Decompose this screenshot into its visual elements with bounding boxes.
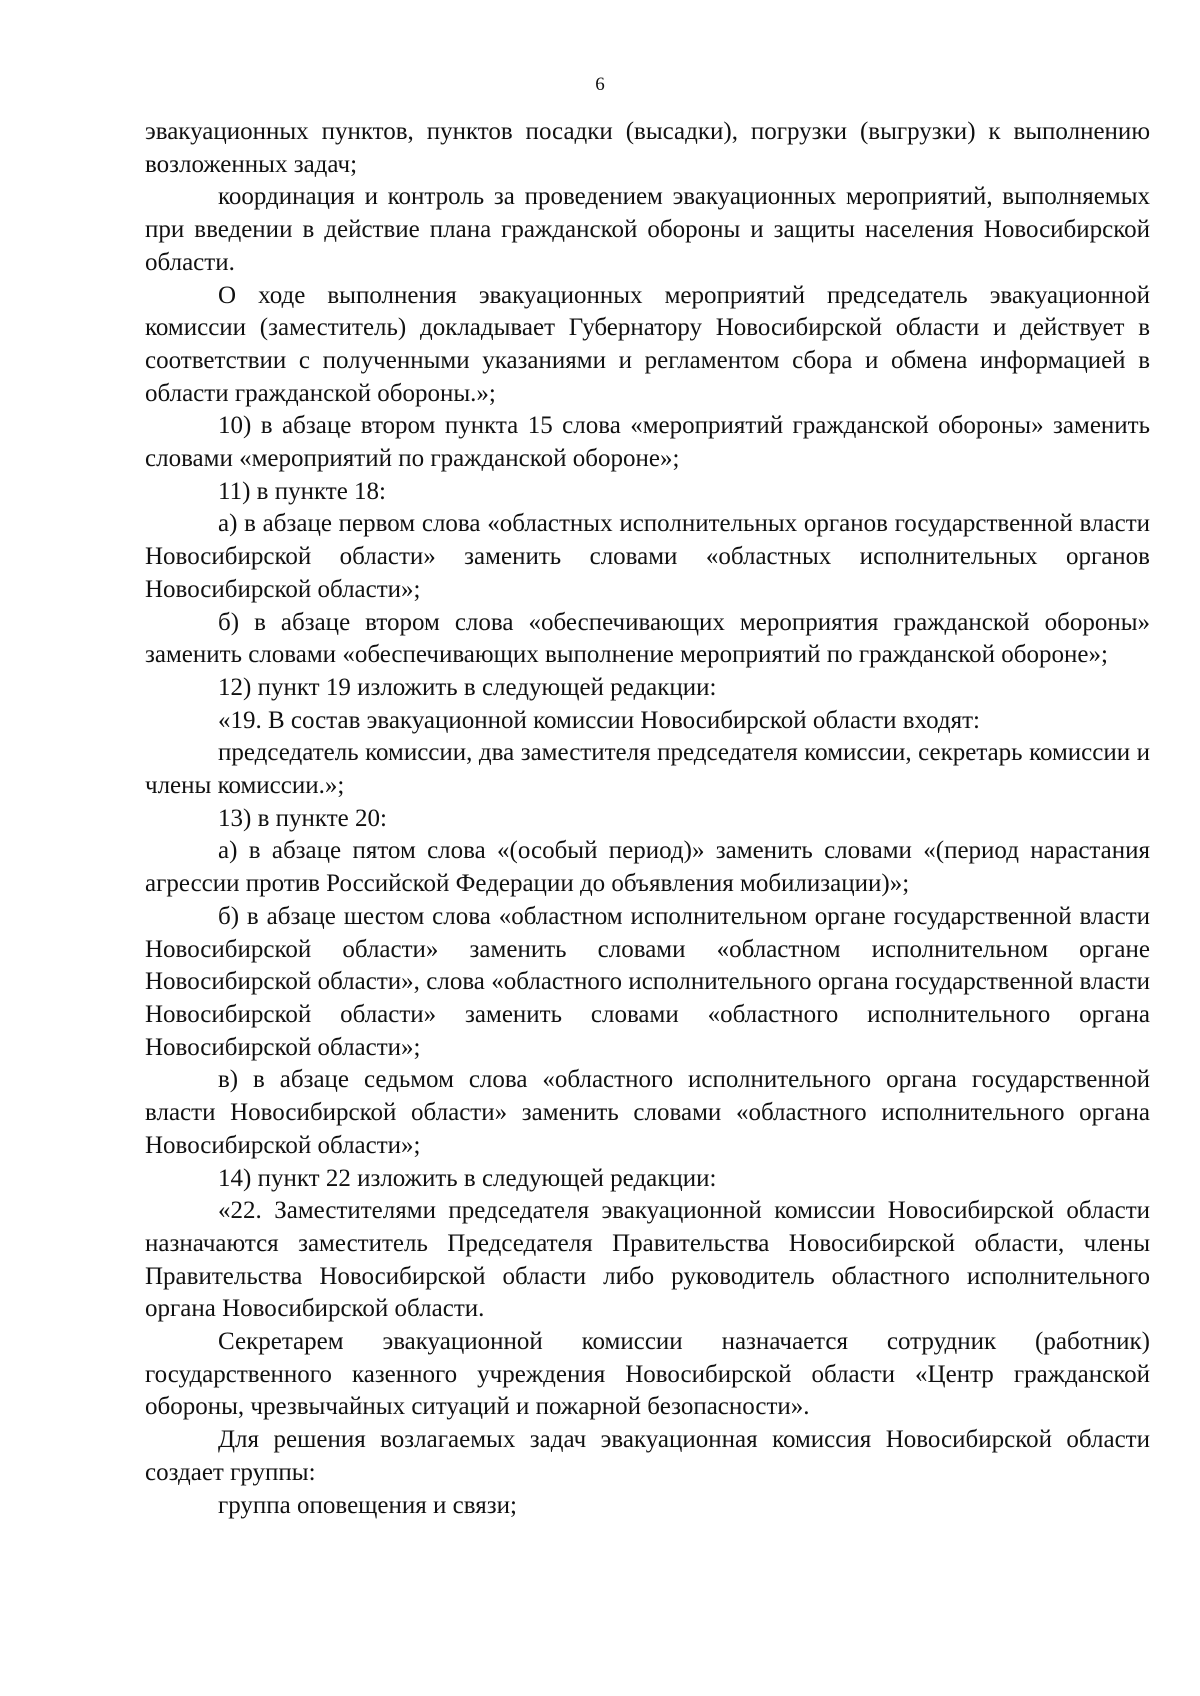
paragraph: 14) пункт 22 изложить в следующей редакции:	[218, 1164, 717, 1192]
paragraph: 13) в пункте 20:	[218, 804, 387, 832]
paragraph: 10) в абзаце втором пункта 15 слова «мероприятий гражданской обороны» заменить словами «мероприятий по гражданской обороне»;	[145, 412, 1150, 473]
paragraph: б) в абзаце втором слова «обеспечивающих мероприятия гражданской обороны» заменить словами «обеспечивающих выполнение мероприятий по гражданской обороне»;	[145, 608, 1150, 669]
paragraph: 12) пункт 19 изложить в следующей редакции:	[218, 673, 717, 701]
paragraph: «19. В состав эвакуационной комиссии Новосибирской области входят:	[218, 706, 980, 734]
paragraph: 11) в пункте 18:	[218, 477, 386, 505]
paragraph-continuation: эвакуационных пунктов, пунктов посадки (высадки), погрузки (выгрузки) к выполнению возложенных задач;	[145, 118, 1150, 178]
paragraph: группа оповещения и связи;	[218, 1491, 517, 1519]
paragraph: О ходе выполнения эвакуационных мероприятий председатель эвакуационной комиссии (заместитель) докладывает Губернатору Новосибирской области и действует в соответствии с полученными указаниями и регламентом сбора и обмена информацией в области гражданской обороны.»;	[145, 281, 1150, 407]
paragraph: Секретарем эвакуационной комиссии назначается сотрудник (работник) государственного казенного учреждения Новосибирской области «Центр гражданской обороны, чрезвычайных ситуаций и пожарной безопасности».	[145, 1328, 1150, 1421]
document-body	[145, 116, 1150, 1522]
paragraph: Для решения возлагаемых задач эвакуационная комиссия Новосибирской области создает группы:	[145, 1426, 1150, 1486]
paragraph: председатель комиссии, два заместителя председателя комиссии, секретарь комиссии и члены комиссии.»;	[145, 739, 1150, 800]
paragraph: координация и контроль за проведением эвакуационных мероприятий, выполняемых при введении в действие плана гражданской обороны и защиты населения Новосибирской области.	[145, 183, 1150, 276]
paragraph: в) в абзаце седьмом слова «областного исполнительного органа государственной власти Новосибирской области» заменить словами «областного исполнительного органа Новосибирской области»;	[145, 1066, 1150, 1159]
paragraph: «22. Заместителями председателя эвакуационной комиссии Новосибирской области назначаются заместитель Председателя Правительства Новосибирской области, члены Правительства Новосибирской области либо руководитель областного исполнительного органа Новосибирской области.	[145, 1197, 1150, 1323]
page-number: 6	[595, 74, 605, 95]
paragraph: б) в абзаце шестом слова «областном исполнительном органе государственной власти Новосибирской области» заменить словами «областном исполнительном органе Новосибирской области», слова «областного исполнительного органа государственной власти Новосибирской области» заменить словами «областного исполнительного органа Новосибирской области»;	[145, 902, 1150, 1061]
paragraph: а) в абзаце пятом слова «(особый период)» заменить словами «(период нарастания агрессии против Российской Федерации до объявления мобилизации)»;	[145, 837, 1150, 898]
paragraph: а) в абзаце первом слова «областных исполнительных органов государственной власти Новосибирской области» заменить словами «областных исполнительных органов Новосибирской области»;	[145, 510, 1150, 603]
